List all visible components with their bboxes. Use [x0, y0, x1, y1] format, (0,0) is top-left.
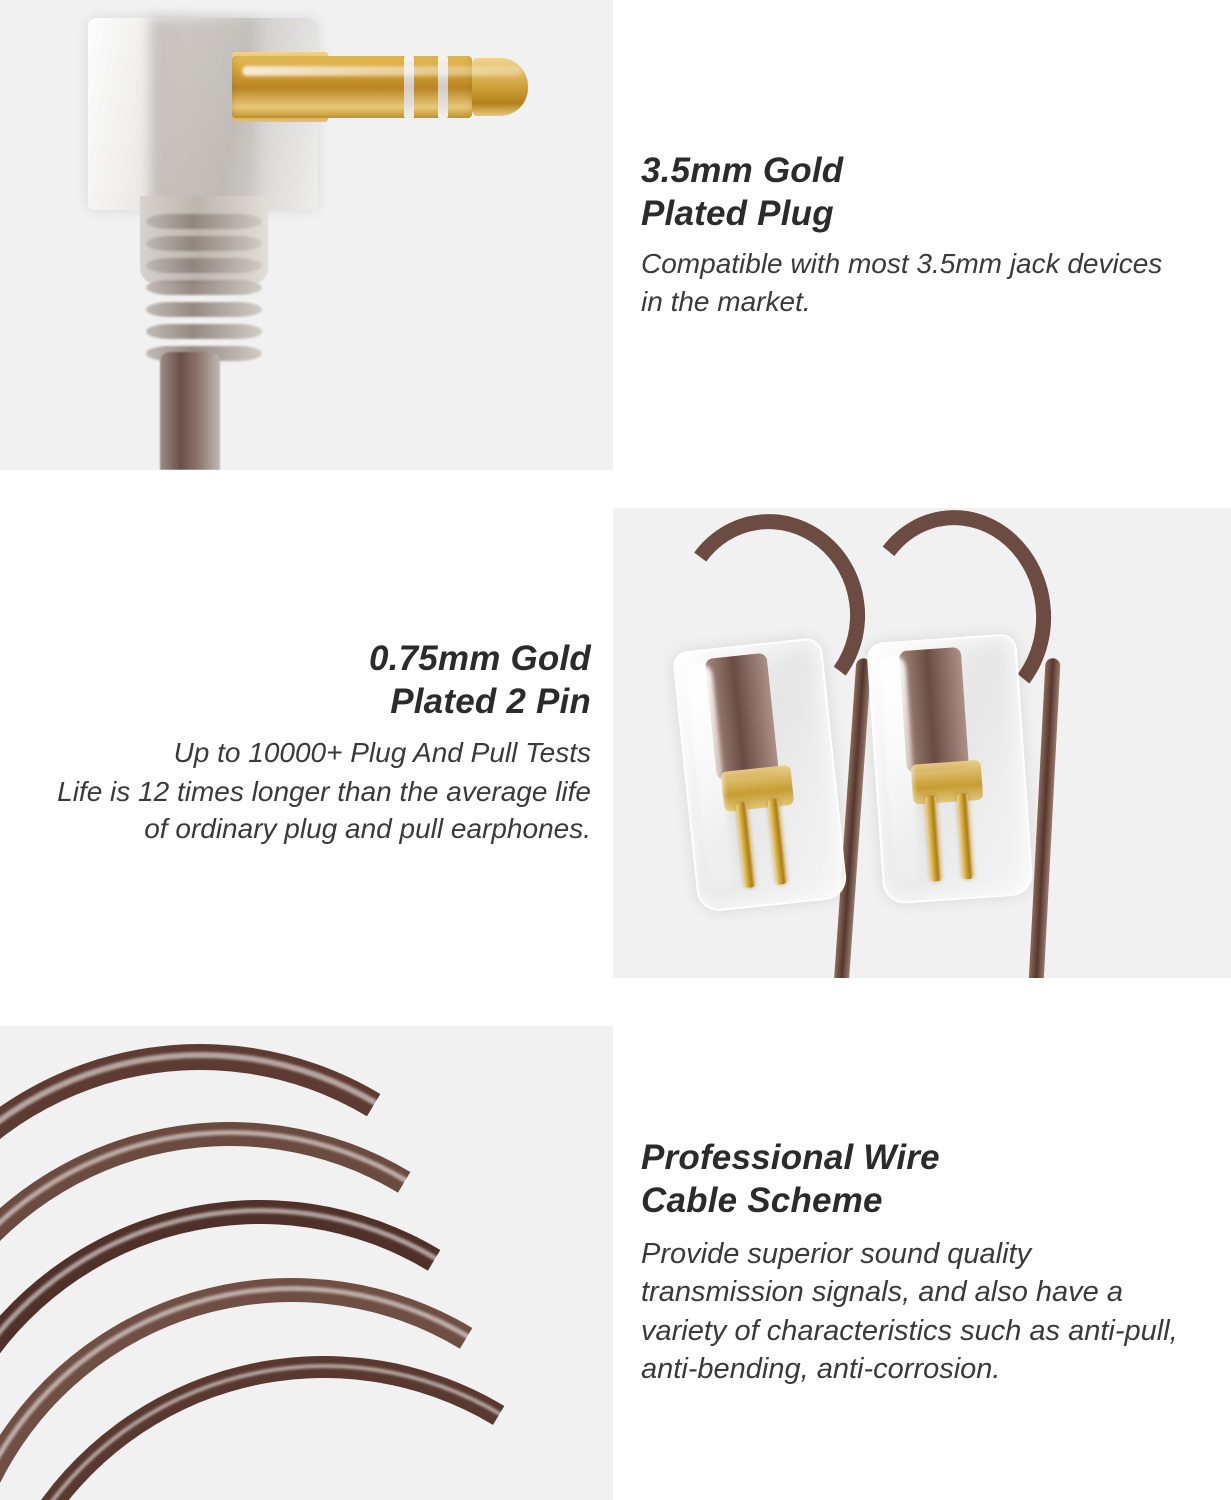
cable-tail — [160, 352, 220, 470]
feature-block-two-pin — [0, 508, 1231, 978]
feature-title-two-pin — [369, 638, 591, 723]
strain-relief-rings — [146, 214, 262, 370]
feature-title-line-1: Professional Wire — [641, 1138, 940, 1178]
feature-body-gold-plated-plug: Compatible with most 3.5mm jack devices in the market. — [641, 248, 1163, 317]
two-pin-connector-photo — [613, 508, 1231, 978]
two-pin-connector-left — [672, 637, 849, 913]
feature-block-gold-plated-plug — [0, 0, 1231, 470]
feature-text-wire-cable — [613, 1026, 1231, 1500]
feature-block-wire-cable — [0, 1026, 1231, 1500]
feature-text-two-pin — [0, 508, 613, 978]
feature-body-two-pin-line-1: Up to 10000+ Plug And Pull Tests — [173, 736, 591, 768]
two-pin-illustration — [613, 508, 1231, 978]
gold-pin-1 — [736, 802, 756, 889]
feature-title-line-1: 0.75mm Gold — [369, 639, 591, 679]
feature-title-line-2: Cable Scheme — [641, 1180, 883, 1220]
plug-illustration — [0, 0, 613, 470]
feature-title-wire-cable — [641, 1137, 1191, 1222]
coiled-cable-illustration — [0, 1026, 613, 1500]
wire-cable-photo — [0, 1026, 613, 1500]
feature-text-gold-plated-plug — [613, 0, 1231, 470]
gold-pin-2 — [957, 793, 974, 880]
plug-specular-highlight — [242, 66, 522, 76]
feature-title-line-2: Plated Plug — [641, 193, 834, 233]
feature-title-line-2: Plated 2 Pin — [390, 682, 591, 722]
feature-body-two-pin-line-2: Life is 12 times longer than the average life of ordinary plug and pull earphones. — [57, 776, 591, 845]
two-pin-connector-right — [866, 633, 1034, 905]
feature-title-gold-plated-plug — [641, 150, 1191, 235]
gold-pin-1 — [925, 795, 942, 882]
connector-pin-block — [720, 765, 794, 812]
feature-title-line-1: 3.5mm Gold — [641, 151, 844, 191]
gold-plated-plug-photo — [0, 0, 613, 470]
cable-run-right — [1028, 658, 1060, 978]
gold-pin-2 — [768, 798, 788, 885]
feature-body-wire-cable: Provide superior sound quality transmission signals, and also have a variety of characteristics such as anti-pull, anti-bending, anti-corrosion. — [641, 1237, 1178, 1386]
connector-pin-block — [911, 760, 984, 805]
